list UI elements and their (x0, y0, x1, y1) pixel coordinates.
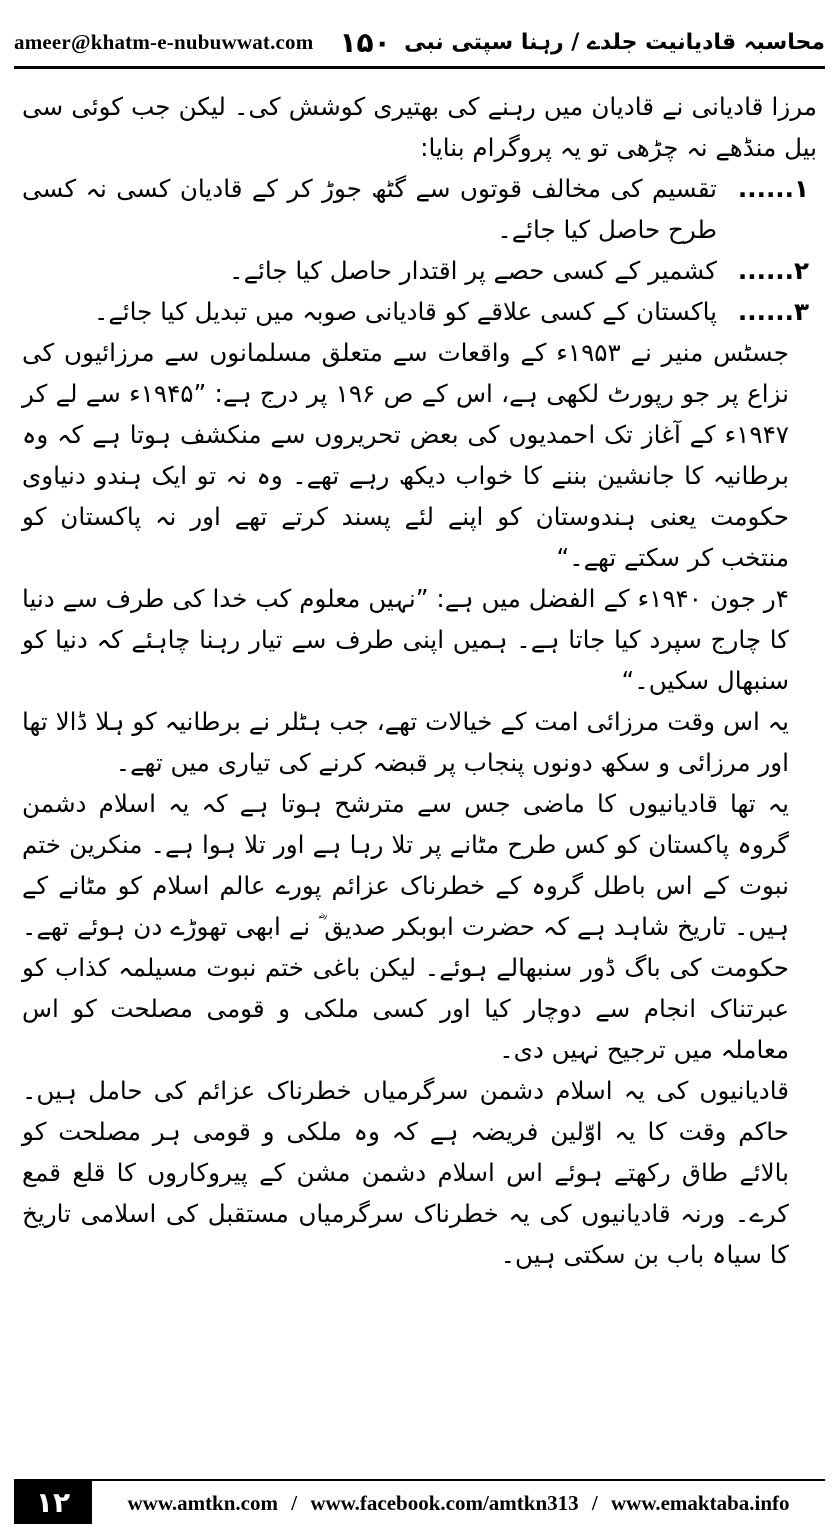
page-footer (14, 1479, 825, 1525)
list-item-text: پاکستان کے کسی علاقے کو قادیانی صوبہ میں تبدیل کیا جائے۔ (93, 297, 717, 326)
alfazl-quote-paragraph: ۴ر جون ۱۹۴۰ء کے الفضل میں ہے: ”نہیں معلوم کب خدا کی طرف سے دنیا کا چارج سپرد کیا جاتا ہے۔ ہمیں اپنی طرف سے تیار رہنا چاہئے کہ دنیا کو سنبھال سکیں۔“ (22, 584, 789, 695)
hitler-paragraph: یہ اس وقت مرزائی امت کے خیالات تھے، جب ہٹلر نے برطانیہ کو ہلا ڈالا تھا اور مرزائی و سکھ دونوں پنجاب پر قبضہ کرنے کی تیاری میں تھے۔ (22, 707, 789, 777)
page-body (22, 86, 817, 1275)
header-email: ameer@khatm-e-nubuwwat.com (14, 29, 314, 54)
footer-separator: / (291, 1490, 298, 1515)
list-item (22, 250, 817, 291)
list-item-text: تقسیم کی مخالف قوتوں سے گٹھ جوڑ کر کے قادیان کسی نہ کسی طرح حاصل کیا جائے۔ (22, 174, 717, 244)
list-item (22, 168, 817, 250)
list-item-number: ۱...... (737, 174, 809, 203)
footer-separator: / (591, 1490, 598, 1515)
footer-link-amtkn[interactable]: www.amtkn.com (127, 1490, 278, 1515)
list-item-number: ۲...... (737, 256, 809, 285)
plan-list (22, 168, 817, 332)
page-header (14, 18, 825, 69)
intro-paragraph: مرزا قادیانی نے قادیان میں رہنے کی بھتیری کوشش کی۔ لیکن جب کوئی سی بیل منڈھے نہ چڑھی تو یہ پروگرام بنایا: (22, 92, 817, 162)
list-item-number: ۳...... (737, 297, 809, 326)
footer-folio: ۱۲ (14, 1480, 92, 1524)
past-paragraph: یہ تھا قادیانیوں کا ماضی جس سے مترشح ہوتا ہے کہ یہ اسلام دشمن گروہ پاکستان کو کس طرح مٹانے پر تلا رہا ہے اور تلا ہوا ہے۔ منکرین ختم نبوت کے اس باطل گروہ کے خطرناک عزائم پورے عالم اسلام کو مٹانے کے ہیں۔ تاریخ شاہد ہے کہ حضرت ابوبکر صدیق ؓ نے ابھی تھوڑے دن ہوئے تھے۔ حکومت کی باگ ڈور سنبھالے ہوئے۔ لیکن باغی ختم نبوت مسیلمہ کذاب کو عبرتناک انجام سے دوچار کیا اور کسی ملکی و قومی مصلحت کو اس معاملہ میں ترجیح نہیں دی۔ (22, 789, 789, 1064)
header-page-number: ۱۵۰ (339, 25, 391, 59)
list-item-text: کشمیر کے کسی حصے پر اقتدار حاصل کیا جائے۔ (229, 256, 717, 285)
header-book-title: محاسبہ قادیانیت جلدے / رہنا سپتی نبی (404, 29, 825, 55)
final-paragraph: قادیانیوں کی یہ اسلام دشمن سرگرمیاں خطرناک عزائم کی حامل ہیں۔ حاکم وقت کا یہ اوّلین فریضہ ہے کہ وہ ملکی و قومی ہر مصلحت کو بالائے طاق رکھتے ہوئے اس اسلام دشمن مشن کے پیروکاروں کا قلع قمع کرے۔ ورنہ قادیانیوں کی یہ خطرناک سرگرمیاں مستقبل کی اسلامی تاریخ کا سیاہ باب بن سکتی ہیں۔ (22, 1076, 789, 1269)
footer-links (92, 1491, 825, 1516)
header-left (14, 26, 391, 59)
munir-report-paragraph: جسٹس منیر نے ۱۹۵۳ء کے واقعات سے متعلق مسلمانوں سے مرزائیوں کی نزاع پر جو رپورٹ لکھی ہے، اس کے ص ۱۹۶ پر درج ہے: ”۱۹۴۵ء سے لے کر ۱۹۴۷ء کے آغاز تک احمدیوں کی بعض تحریروں سے منکشف ہوتا ہے کہ وہ برطانیہ کا جانشین بننے کا خواب دیکھ رہے تھے۔ وہ نہ تو ایک ہندو دنیاوی حکومت یعنی ہندوستان کو اپنے لئے پسند کرتے تھے اور نہ پاکستان کو منتخب کر سکتے تھے۔“ (22, 338, 790, 572)
footer-link-facebook[interactable]: www.facebook.com/amtkn313 (310, 1490, 579, 1515)
footer-link-emaktaba[interactable]: www.emaktaba.info (611, 1490, 790, 1515)
list-item (22, 291, 817, 332)
